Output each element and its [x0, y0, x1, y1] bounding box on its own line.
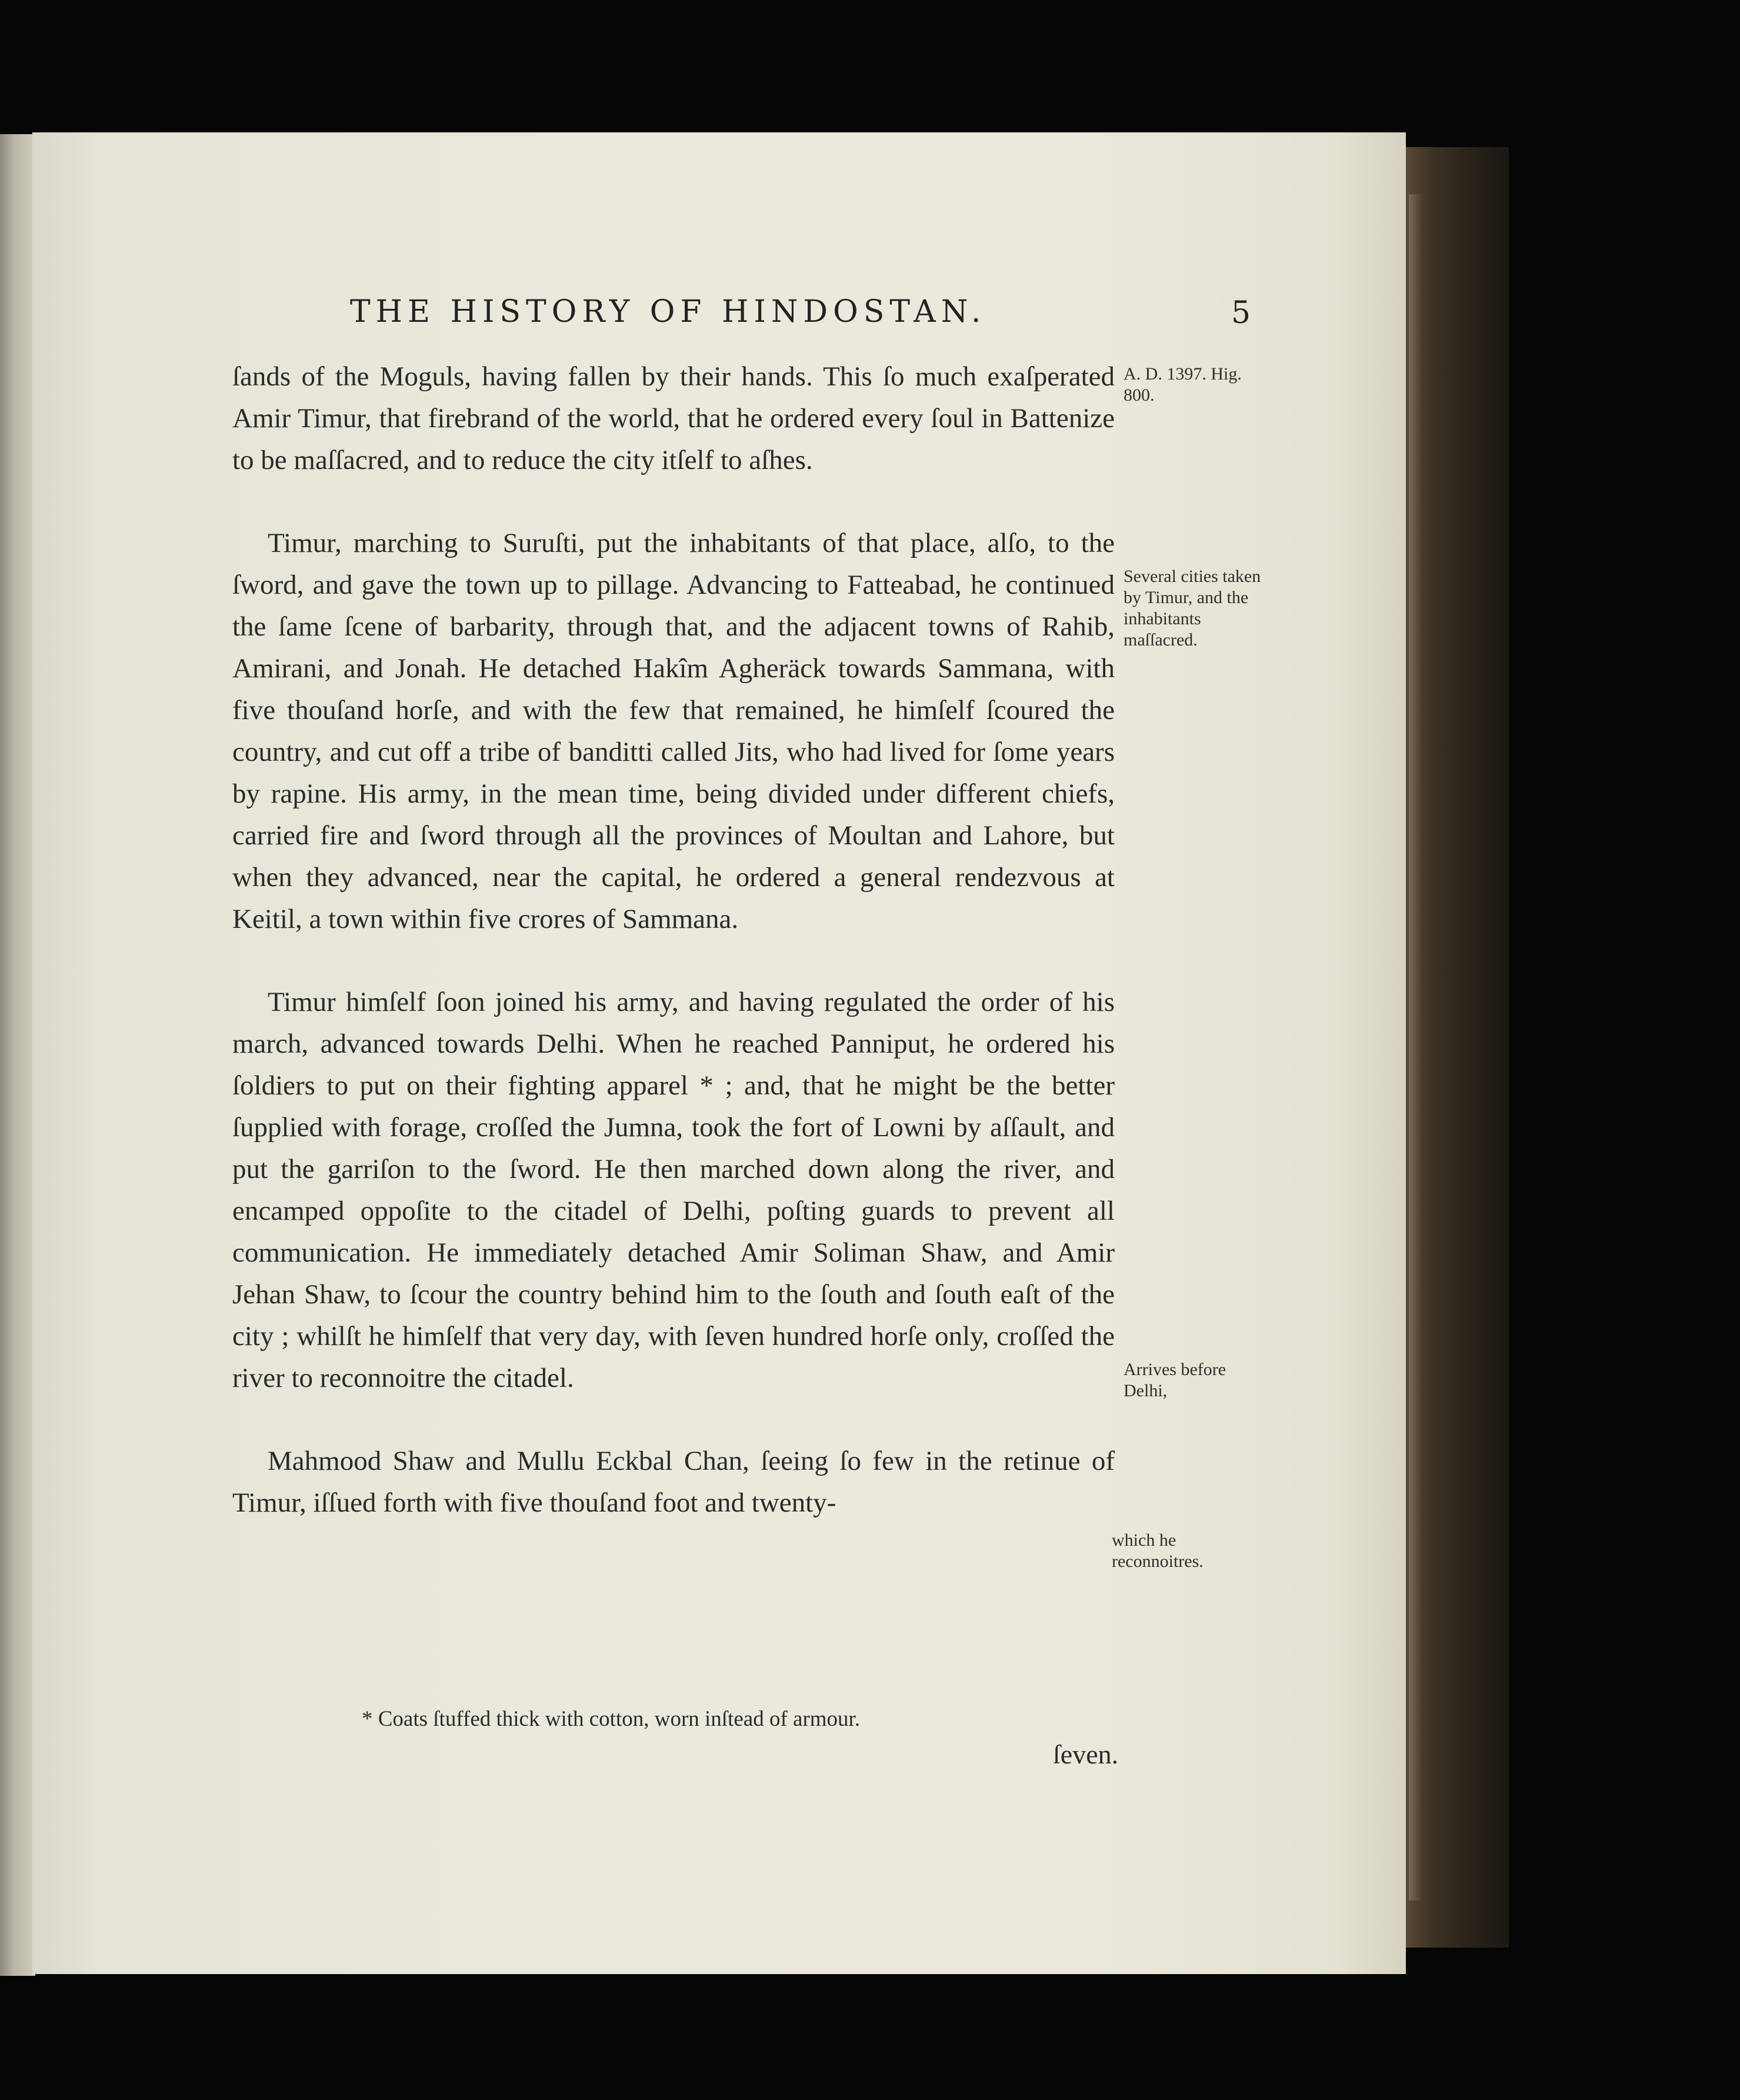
running-head: THE HISTORY OF HINDOSTAN.: [350, 294, 986, 330]
marginal-note-cities: Several cities taken by Timur, and the inhabitants maſſacred.: [1124, 567, 1261, 650]
paragraph-1: ſands of the Moguls, having fallen by their hands. This ſo much exaſperated Amir Timur, that firebrand of the world, that he ordered every ſoul in Battenize to be maſſacred, and to reduce the city itſelf to aſhes.: [232, 361, 1115, 475]
marginal-note-reconnoitres: which he reconnoitres.: [1112, 1530, 1204, 1571]
body-text: [232, 356, 1115, 1524]
marginal-note-arrives: Arrives before Delhi,: [1124, 1360, 1226, 1400]
facing-page-edge: [0, 134, 35, 1976]
catchword: ſeven.: [1053, 1739, 1119, 1769]
page-number: 5: [1231, 295, 1251, 331]
marginal-note-date: A. D. 1397. Hig. 800.: [1124, 364, 1242, 405]
paragraph-4: Mahmood Shaw and Mullu Eckbal Chan, ſeeing ſo few in the retinue of Timur, iſſued forth with five thouſand foot and twenty-: [232, 1446, 1115, 1518]
page-block-edge: [1409, 194, 1422, 1901]
paragraph-3: Timur himſelf ſoon joined his army, and having regulated the order of his march, advanced towards Delhi. When he reached Panniput, he ordered his ſoldiers to put on their fighting apparel * ; and, that he might be the better ſupplied with forage, croſſed the Jumna, took the fort of Lowni by aſſault, and put the garriſon to the ſword. He then marched down along the river, and encamped oppoſite to the citadel of Delhi, poſting guards to prevent all communication. He immediately detached Amir Soliman Shaw, and Amir Jehan Shaw, to ſcour the country behind him to the ſouth and ſouth eaſt of the city ; whilſt he himſelf that very day, with ſeven hundred horſe only, croſſed the river to reconnoitre the citadel.: [232, 987, 1115, 1393]
paragraph-2: Timur, marching to Suruſti, put the inhabitants of that place, alſo, to the ſword, and gave the town up to pillage. Advancing to Fatteabad, he continued the ſame ſcene of barbarity, through that, and the adjacent towns of Rahib, Amirani, and Jonah. He detached Hakîm Agheräck towards Sammana, with five thouſand horſe, and with the few that remained, he himſelf ſcoured the country, and cut off a tribe of banditti called Jits, who had lived for ſome years by rapine. His army, in the mean time, being divided under different chiefs, carried fire and ſword through all the provinces of Moultan and Lahore, but when they advanced, near the capital, he ordered a general rendezvous at Keitil, a town within five crores of Sammana.: [232, 528, 1115, 934]
footnote: * Coats ſtuffed thick with cotton, worn inſtead of armour.: [362, 1707, 861, 1731]
